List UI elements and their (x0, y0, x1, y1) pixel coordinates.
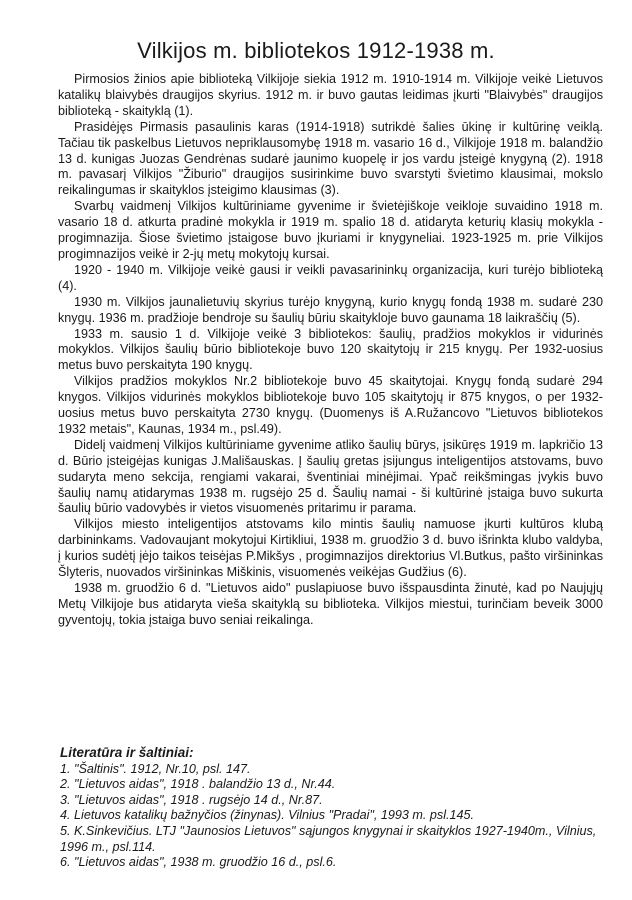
paragraph: Didelį vaidmenį Vilkijos kultūriniame gyvenime atliko šaulių būrys, įsikūręs 1919 m. lapkričio 13 d. Būrio įsteigėjas kunigas J.Mališauskas. Į šaulių gretas įsijungus inteligentijos atstovams, buvo sudaryta meno sekcija, rengiami vakarai, šventiniai minėjimai. Ypač reikšmingas įvykis buvo šaulių namų atidarymas 1938 m. rugsėjo 25 d. Šaulių namai - ši kultūrinė įstaiga buvo sukurta šaulių būrio vadovybės ir vietos visuomenės pritarimu ir parama. (58, 437, 603, 516)
references-heading: Literatūra ir šaltiniai: (60, 745, 194, 760)
reference-number: 6. (60, 855, 71, 870)
reference-number: 5. (60, 823, 71, 838)
reference-text: "Lietuvos aidas", 1918 . rugsėjo 14 d., Nr.87. (74, 792, 323, 807)
references-section (60, 745, 600, 871)
reference-item (60, 855, 600, 871)
reference-text: "Lietuvos aidas", 1938 m. gruodžio 16 d., psl.6. (74, 855, 337, 870)
page-title: Vilkijos m. bibliotekos 1912-1938 m. (137, 38, 495, 63)
paragraph: 1933 m. sausio 1 d. Vilkijoje veikė 3 bibliotekos: šaulių, pradžios mokyklos ir vidurinės mokyklos. Vilkijos šaulių būrio bibliotekoje buvo 120 skaitytojų ir 215 knygų. Per 1932-uosius metus buvo perskaityta 190 knygų. (58, 326, 603, 373)
paragraph: Pirmosios žinios apie biblioteką Vilkijoje siekia 1912 m. 1910-1914 m. Vilkijoje veikė Lietuvos katalikų blaivybės draugijos skyrius. 1912 m. ir buvo gautas leidimas įkurti "Blaivybės" draugijos biblioteką - skaityklą (1). (58, 72, 603, 118)
paragraph: Svarbų vaidmenį Vilkijos kultūriniame gyvenime ir švietėjiškoje veikloje suvaidino 1918 m. vasario 18 d. atkurta pradinė mokykla ir 1919 m. spalio 18 d. atidaryta keturių klasių mokykla - progimnazija. Šiose švietimo įstaigose buvo įkuriami ir knygyneliai. 1923-1925 m. prie Vilkijos progimnazijos veikė ir 2-jų metų mokytojų kursai. (58, 199, 603, 261)
reference-item (60, 777, 600, 793)
reference-text: Lietuvos katalikų bažnyčios (žinynas). Vilnius "Pradai", 1993 m. psl.145. (74, 808, 475, 823)
paragraph: 1938 m. gruodžio 6 d. "Lietuvos aido" puslapiuose buvo išspausdinta žinutė, kad po Naujųjų Metų Vilkijoje bus atidaryta vieša skaityklą su biblioteka. Vilkijos miestui, turinčiam beveik 3000 gyventojų, tokia įstaiga buvo seniai reikalinga. (58, 581, 603, 627)
reference-item (60, 793, 600, 809)
reference-text: K.Sinkevičius. LTJ "Jaunosios Lietuvos" sąjungos knygynai ir skaityklos 1927-1940m., Vilnius, 1996 m., psl.114. (60, 823, 597, 854)
paragraph: 1930 m. Vilkijos jaunalietuvių skyrius turėjo knygyną, kurio knygų fondą 1938 m. sudarė 230 knygų. 1936 m. pradžioje bendroje su šaulių būriu skaitykloje buvo gaunama 18 laikraščių (5). (58, 294, 603, 325)
reference-number: 3. (60, 792, 71, 807)
reference-text: "Lietuvos aidas", 1918 . balandžio 13 d., Nr.44. (74, 777, 336, 792)
reference-number: 1. (60, 761, 71, 776)
reference-number: 2. (60, 777, 71, 792)
reference-item (60, 762, 600, 778)
reference-text: "Šaltinis". 1912, Nr.10, psl. 147. (74, 761, 251, 776)
paragraph: 1920 - 1940 m. Vilkijoje veikė gausi ir veikli pavasarininkų organizacija, kuri turėjo biblioteką (4). (58, 262, 603, 293)
paragraph: Vilkijos miesto inteligentijos atstovams kilo mintis šaulių namuose įkurti kultūros klubą darbininkams. Vadovaujant mokytojui Kirtikliui, 1938 m. gruodžio 3 d. buvo išrinkta klubo valdyba, į kurios sudėtį įėjo taikos teisėjas P.Mikšys , progimnazijos direktorius Vl.Butkus, pašto viršininkas Šlyteris, nuovados viršininkas Miškinis, visuomenės veikėjas Gudžius (6). (58, 517, 603, 580)
paragraph: Vilkijos pradžios mokyklos Nr.2 bibliotekoje buvo 45 skaitytojai. Knygų fondą sudarė 294 knygos. Vilkijos vidurinės mokyklos bibliotekoje buvo 105 skaitytojų ir 875 knygos, o per 1932-uosius metus buvo perskaityta 2730 knygų. (Duomenys iš A.Ružancovo "Lietuvos bibliotekos 1932 metais", Kaunas, 1934 m., psl.49). (58, 374, 603, 436)
reference-item (60, 824, 600, 855)
references-list (60, 762, 600, 871)
reference-item (60, 808, 600, 824)
paragraph: Prasidėjęs Pirmasis pasaulinis karas (1914-1918) sutrikdė šalies ūkinę ir kultūrinę veiklą. Tačiau tik paskelbus Lietuvos nepriklausomybę 1918 m. vasario 16 d., Vilkijoje 1918 m. balandžio 13 d. kunigas Juozas Gendrėnas sudarė jaunimo kuopelę ir jos vardu įsteigė knygyną (2). 1918 m. pavasarį Vilkijos "Žiburio" draugijos susirinkime buvo svarstyti švietimo klausimai, mokslo reikalingumas ir skaityklos įsteigimo klausimas (3). (58, 119, 603, 198)
article-body (58, 72, 603, 629)
reference-number: 4. (60, 808, 71, 823)
